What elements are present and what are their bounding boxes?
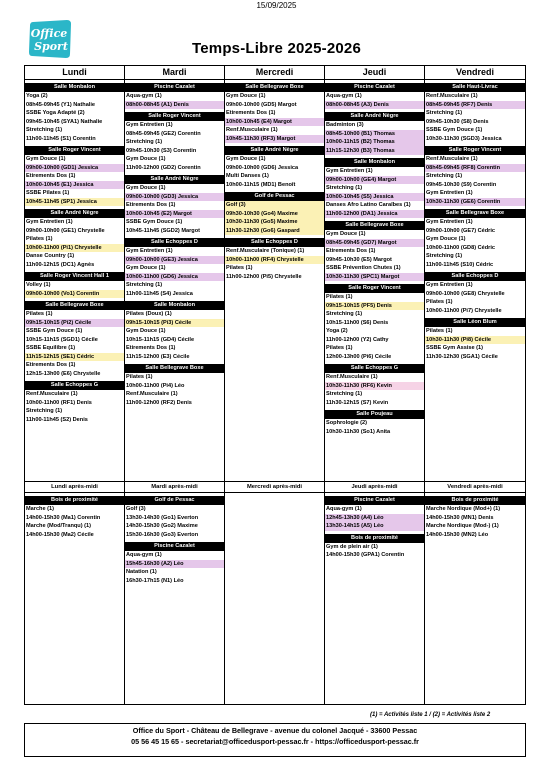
venue-section — [425, 83, 525, 143]
day-column-lundi — [25, 66, 125, 704]
venue-header: Salle Bellegrave Boxe — [325, 221, 424, 230]
venue-header: Salle André Nègre — [125, 175, 224, 184]
activity-line: 11h15-12h00 (E3) Cécile — [126, 353, 190, 360]
activity-line: 13h30-14h30 (Go1) Everton — [126, 514, 199, 521]
activity-line: Golf (3) — [126, 506, 146, 512]
day-column-jeudi — [325, 66, 425, 704]
activity-line: Renf.Musculaire (1) — [326, 374, 378, 380]
venue-header: Piscine Cazalet — [325, 83, 424, 92]
activity-line: 10h15-11h15 (SGD1) Cécile — [26, 336, 98, 343]
venue-section — [325, 284, 424, 361]
activity-line: 11h00-12h15 (DC1) Agnès — [26, 261, 95, 268]
afternoon-header: Mardi après-midi — [125, 482, 224, 493]
activity-line: Renf.Musculaire (1) — [126, 391, 178, 397]
activity-line: Marche Nordique (Mod+) (1) — [426, 506, 501, 512]
afternoon-block — [125, 482, 224, 585]
venue-header: Salle Roger Vincent Hall 1 — [25, 272, 124, 281]
venue-section — [125, 112, 224, 172]
activity-line: 11h00-11h45 (S10) Cédric — [426, 261, 494, 268]
venue-section — [25, 272, 124, 298]
venue-section — [125, 301, 224, 361]
footer-address: Office du Sport - Château de Bellegrave - avenue du colonel Jacqué - 33600 Pessac — [132, 726, 418, 735]
activity-line: Pilates (1) — [26, 311, 53, 317]
activity-line: 11h00-12h00 (RF2) Denis — [126, 399, 192, 406]
activity-line: SSBE Prévention Chutes (1) — [326, 265, 401, 271]
activity-line: Marche Nordique (Mod-) (1) — [426, 523, 499, 529]
venue-header: Bois de proximité — [425, 496, 525, 505]
venue-section — [25, 209, 124, 269]
activity-line: Gym de plein air (1) — [326, 543, 378, 550]
activity-line: Pilates (1) — [426, 299, 453, 305]
activity-line: Volley (1) — [26, 282, 51, 288]
venue-section — [325, 112, 424, 155]
activity-line: Renf.Musculaire (1) — [426, 93, 478, 99]
activity-line: Multi Danses (1) — [226, 173, 269, 179]
activity-line: Etirements Dos (1) — [126, 345, 176, 351]
activity-line: 11h00-12h00 (Pi5) Chrystelle — [226, 273, 302, 280]
activity-line: Sophrologie (2) — [326, 420, 368, 426]
venue-header: Piscine Cazalet — [125, 542, 224, 551]
activity-line: Pilates (1) — [326, 294, 353, 300]
activity-line: Gym Douce (1) — [26, 156, 66, 162]
venue-header: Bois de proximité — [325, 534, 424, 543]
list-legend-note: (1) = Activités liste 1 / (2) = Activités liste 2 — [370, 712, 491, 718]
activity-line: SSBE Pilates (1) — [26, 190, 70, 196]
activity-line: Gym Douce (1) — [326, 231, 366, 237]
venue-section — [125, 175, 224, 235]
activity-line: 10h00-10h45 (E4) Margot — [225, 118, 324, 127]
activity-line: 10h45-11h45 (SP1) Jessica — [25, 198, 124, 207]
activity-line: Pilates (1) — [26, 236, 53, 242]
activity-line: Etirements Dos (1) — [326, 248, 376, 254]
activity-line: 08h45-09h45 (Y1) Nathalie — [26, 101, 96, 108]
activity-line: Gym Douce (1) — [126, 328, 166, 334]
activity-line: Renf.Musculaire (1) — [426, 156, 478, 162]
day-header: Lundi — [25, 66, 124, 80]
activity-line: Natation (1) — [126, 569, 157, 575]
activity-line: Stretching (1) — [26, 127, 63, 133]
activity-line: 13h30-14h15 (A5) Léo — [325, 522, 424, 531]
activity-line: 09h30-10h30 (Go4) Maxime — [225, 210, 324, 219]
afternoon-block — [325, 482, 424, 560]
activity-line: Stretching (1) — [326, 311, 363, 317]
activity-line: 10h00-11h15 (MD1) Benoît — [226, 181, 296, 188]
venue-header: Salle André Nègre — [225, 146, 324, 155]
logo-line2: Sport — [34, 40, 68, 53]
venue-section — [425, 209, 525, 269]
afternoon-block — [425, 482, 525, 539]
activity-line: Aqua-gym (1) — [126, 552, 162, 558]
afternoon-header: Jeudi après-midi — [325, 482, 424, 493]
activity-line: 10h30-11h30 (RF6) Kevin — [325, 382, 424, 391]
activity-line: Gym Entretien (1) — [426, 190, 473, 196]
activity-line: Gym Entretien (1) — [426, 282, 473, 288]
activity-line: 10h00-10h45 (E2) Margot — [125, 210, 224, 219]
activity-line: 08h45-09h45 (RF7) Denis — [425, 101, 525, 110]
activity-line: 10h00-11h00 (Pi4) Léo — [126, 382, 185, 389]
venue-section — [225, 238, 324, 281]
activity-line: 10h45-11h30 (RF3) Margot — [225, 135, 324, 144]
activity-line: 10h00-10h45 (E1) Jessica — [25, 181, 124, 190]
venue-header: Salle Bellegrave Boxe — [425, 209, 525, 218]
activity-line: SSBE Gym Douce (1) — [26, 328, 83, 334]
activity-line: Danse Country (1) — [26, 253, 75, 259]
activity-line: SSBE Gym Assise (1) — [426, 345, 483, 351]
activity-line: 10h45-11h45 (SGD2) Margot — [126, 227, 200, 234]
activity-line: 10h15-11h00 (S6) Denis — [326, 319, 389, 326]
activity-line: Etirements Dos (1) — [26, 362, 76, 368]
activity-line: 14h00-15h30 (GPA1) Corentin — [326, 552, 405, 558]
activity-line: Stretching (1) — [126, 139, 163, 145]
venue-header: Salle Roger Vincent — [425, 146, 525, 155]
activity-line: Gym Douce (1) — [126, 185, 166, 191]
activity-line: 10h30-11h30 (SPC1) Margot — [325, 273, 424, 282]
activity-line: 10h00-11h00 (GD6) Jessica — [125, 273, 224, 282]
venue-header: Piscine Cazalet — [325, 496, 424, 505]
activity-line: 14h00-15h30 (Ma1) Corentin — [26, 514, 101, 521]
venue-section — [325, 83, 424, 109]
venue-section — [125, 83, 224, 109]
activity-line: 09h00-10h00 (GD3) Jessica — [125, 193, 224, 202]
venue-section — [325, 496, 424, 531]
venue-header: Salle Roger Vincent — [25, 146, 124, 155]
activity-line: 14h00-15h30 (MN1) Denis — [426, 514, 494, 521]
activity-line: Stretching (1) — [426, 253, 463, 259]
activity-line: 10h00-11h00 (RF4) Chrystelle — [225, 256, 324, 265]
activity-line: 10h15-11h15 (GD4) Cécile — [126, 336, 195, 343]
venue-header: Salle André Nègre — [325, 112, 424, 121]
logo-line1: Office — [30, 27, 68, 40]
venue-section — [425, 146, 525, 206]
activity-line: Renf.Musculaire (1) — [26, 391, 78, 397]
activity-line: 10h30-11h30 (Go5) Maxime — [225, 218, 324, 227]
activity-line: 10h00-11h15 (B2) Thomas — [325, 138, 424, 147]
activity-line: 11h00-11h45 (S4) Jessica — [126, 290, 193, 297]
venue-header: Salle Poujeau — [325, 410, 424, 419]
activity-line: Aqua-gym (1) — [126, 93, 162, 99]
activity-line: Pilates (Doux) (1) — [126, 311, 172, 317]
activity-line: 09h00-10h00 (GE8) Chrystelle — [426, 290, 505, 297]
activity-line: Yoga (2) — [326, 328, 348, 334]
activity-line: 12h45-13h30 (A4) Léo — [325, 514, 424, 523]
morning-block — [325, 80, 424, 436]
activity-line: 09h45-10h30 (S8) Denis — [426, 118, 489, 125]
activity-line: 09h00-10h00 (GE1) Chrystelle — [26, 227, 105, 234]
venue-header: Salle Echoppes D — [425, 272, 525, 281]
venue-header: Salle Echoppes D — [225, 238, 324, 247]
activity-line: 09h15-10h15 (PF5) Denis — [325, 302, 424, 311]
activity-line: SSBE Equilibre (1) — [26, 345, 76, 351]
activity-line: Stretching (1) — [426, 173, 463, 179]
venue-section — [225, 192, 324, 235]
activity-line: Renf.Musculaire (Tonique) (1) — [226, 248, 305, 254]
venue-header: Golf de Pessac — [225, 192, 324, 201]
activity-line: 11h00-12h00 (DA1) Jessica — [325, 210, 424, 219]
activity-line: Danses Afro Latino Caraïbes (1) — [326, 202, 411, 208]
activity-line: 11h30-12h30 (SGA1) Cécile — [426, 353, 498, 360]
activity-line: Pilates (1) — [326, 345, 353, 351]
activity-line: 09h15-10h15 (Pi3) Cécile — [125, 319, 224, 328]
afternoon-header: Mercredi après-midi — [225, 482, 324, 493]
venue-header: Salle Echoppes G — [25, 381, 124, 390]
activity-line: 15h30-16h30 (Go3) Everton — [126, 531, 199, 538]
venue-section — [25, 83, 124, 143]
activity-line: 10h00-11h00 (Pi7) Chrystelle — [426, 307, 502, 314]
activity-line: 14h00-15h30 (MN2) Léo — [426, 531, 489, 538]
activity-line: Stretching (1) — [26, 408, 63, 414]
afternoon-header: Lundi après-midi — [25, 482, 124, 493]
activity-line: 11h00-11h45 (S2) Denis — [26, 416, 88, 423]
venue-section — [25, 496, 124, 539]
activity-line: SSBE Gym Douce (1) — [126, 219, 183, 225]
activity-line: Aqua-gym (1) — [326, 506, 362, 512]
activity-line: Golf (3) — [225, 201, 324, 210]
activity-line: 08h45-09h45 (GE2) Corentin — [126, 130, 201, 137]
activity-line: 09h45-10h45 (SYA1) Nathalie — [26, 118, 103, 125]
venue-header: Salle Echoppes D — [125, 238, 224, 247]
activity-line: 11h15-12h15 (SE1) Cédric — [25, 353, 124, 362]
afternoon-header: Vendredi après-midi — [425, 482, 525, 493]
activity-line: 14h30-15h30 (Go2) Maxime — [126, 523, 198, 529]
day-column-vendredi — [425, 66, 525, 704]
activity-line: Marche (Mod/Tranqu) (1) — [26, 523, 91, 529]
morning-block — [425, 80, 525, 361]
activity-line: Stretching (1) — [426, 110, 463, 116]
activity-line: 09h00-10h00 (GE7) Cédric — [426, 227, 496, 234]
activity-line: 09h00-10h00 (GD1) Jessica — [25, 164, 124, 173]
venue-header: Salle Echoppes G — [325, 364, 424, 373]
activity-line: 09h45-10h30 (S3) Corentin — [126, 147, 197, 154]
morning-block — [125, 80, 224, 407]
activity-line: Badminton (3) — [326, 122, 364, 128]
venue-header: Salle Haut-Livrac — [425, 83, 525, 92]
activity-line: Pilates (1) — [226, 265, 253, 271]
activity-line: Gym Douce (1) — [226, 156, 266, 162]
day-column-mardi — [125, 66, 225, 704]
activity-line: Gym Douce (1) — [126, 265, 166, 271]
venue-header: Golf de Pessac — [125, 496, 224, 505]
activity-line: Pilates (1) — [126, 374, 153, 380]
activity-line: 12h15-13h00 (E6) Chrystelle — [26, 370, 101, 377]
activity-line: 14h00-15h30 (Ma2) Cécile — [26, 531, 94, 538]
page-date: 15/09/2025 — [256, 1, 297, 10]
venue-section — [125, 238, 224, 298]
day-header: Mardi — [125, 66, 224, 80]
activity-line: 11h00-12h00 (GD2) Corentin — [126, 164, 201, 171]
footer-contact: 05 56 45 15 65 - secretariat@officedusport-pessac.fr - https://officedusport-pessac.fr — [131, 736, 419, 746]
activity-line: Gym Douce (1) — [426, 236, 466, 242]
activity-line: 09h15-10h15 (Pi2) Cécile — [25, 319, 124, 328]
activity-line: Pilates (1) — [426, 328, 453, 334]
venue-header: Piscine Cazalet — [125, 83, 224, 92]
morning-block — [225, 80, 324, 281]
venue-section — [25, 381, 124, 424]
activity-line: 10h30-11h30 (Pi8) Cécile — [425, 336, 525, 345]
activity-line: Aqua-gym (1) — [326, 93, 362, 99]
activity-line: Marche (1) — [26, 506, 54, 512]
activity-line: 09h00-10h00 (GE3) Jessica — [125, 256, 224, 265]
day-header: Mercredi — [225, 66, 324, 80]
activity-line: 09h00-10h00 (GD6) Jessica — [226, 164, 299, 171]
activity-line: 10h00-11h00 (RF1) Denis — [26, 399, 92, 406]
activity-line: 12h00-13h00 (Pi6) Cécile — [326, 353, 392, 360]
activity-line: Gym Entretien (1) — [326, 168, 373, 174]
activity-line: 11h30-12h15 (S7) Kevin — [326, 399, 389, 406]
activity-line: 10h30-11h30 (GE6) Corentin — [425, 198, 525, 207]
venue-section — [125, 364, 224, 407]
activity-line: SSBE Gym Douce (1) — [426, 127, 483, 133]
activity-line: 09h00-10h00 (GE4) Margot — [325, 176, 424, 185]
activity-line: 11h00-12h00 (Y2) Cathy — [326, 336, 389, 343]
activity-line: Stretching (1) — [126, 282, 163, 288]
activity-line: Stretching (1) — [326, 391, 363, 397]
activity-line: Gym Entretien (1) — [126, 122, 173, 128]
activity-line: Etirements Dos (1) — [126, 202, 176, 208]
activity-line: Renf.Musculaire (1) — [226, 127, 278, 133]
venue-section — [25, 146, 124, 206]
activity-line: Etirements Dos (1) — [26, 173, 76, 179]
activity-line: 10h00-11h00 (GD8) Cédric — [426, 244, 496, 251]
venue-header: Salle Bellegrave Boxe — [125, 364, 224, 373]
activity-line: Gym Douce (1) — [226, 93, 266, 99]
activity-line: 08h45-10h00 (B1) Thomas — [325, 130, 424, 139]
activity-line: 11h30-12h30 (Go6) Gaspard — [225, 227, 324, 236]
venue-header: Salle Léon Blum — [425, 318, 525, 327]
venue-section — [425, 496, 525, 539]
activity-line: 10h30-11h30 (So1) Anita — [326, 428, 391, 435]
activity-line: 15h45-16h30 (A2) Léo — [125, 560, 224, 569]
activity-line: 09h00-10h00 (Vo1) Corentin — [25, 290, 124, 299]
afternoon-block — [225, 482, 324, 493]
venue-section — [325, 221, 424, 281]
venue-header: Salle Roger Vincent — [125, 112, 224, 121]
venue-header: Salle Roger Vincent — [325, 284, 424, 293]
activity-line: 09h00-10h00 (GD5) Margot — [226, 101, 297, 108]
venue-header: Salle Monbalon — [25, 83, 124, 92]
afternoon-block — [25, 482, 124, 539]
venue-header: Bois de proximité — [25, 496, 124, 505]
activity-line: 11h00-11h45 (S1) Corentin — [26, 135, 96, 142]
morning-block — [25, 80, 124, 424]
activity-line: 09h45-10h30 (E5) Margot — [326, 256, 392, 263]
venue-section — [25, 301, 124, 378]
venue-section — [325, 158, 424, 218]
day-header: Jeudi — [325, 66, 424, 80]
activity-line: 09h45-10h30 (S9) Corentin — [426, 181, 497, 188]
activity-line: 16h30-17h15 (N1) Léo — [126, 577, 184, 584]
venue-section — [425, 318, 525, 361]
day-header: Vendredi — [425, 66, 525, 80]
activity-line: 10h30-11h30 (SGD3) Jessica — [426, 135, 502, 142]
activity-line: 08h45-09h45 (RF8) Corentin — [425, 164, 525, 173]
venue-section — [425, 272, 525, 315]
activity-line: 08h00-08h45 (A1) Denis — [125, 101, 224, 110]
activity-line: 10h00-11h00 (Pi1) Chrystelle — [25, 244, 124, 253]
activity-line: 10h00-10h45 (S5) Jessica — [325, 193, 424, 202]
venue-section — [325, 410, 424, 436]
venue-section — [125, 542, 224, 585]
venue-header: Salle Bellegrave Boxe — [25, 301, 124, 310]
activity-line: Gym Entretien (1) — [126, 248, 173, 254]
activity-line: Etirements Dos (1) — [226, 110, 276, 116]
venue-header: Salle André Nègre — [25, 209, 124, 218]
footer — [24, 723, 526, 757]
venue-section — [225, 83, 324, 143]
venue-header: Salle Monbalon — [325, 158, 424, 167]
activity-line: 11h15-12h30 (B3) Thomas — [325, 147, 424, 156]
activity-line: Gym Douce (1) — [126, 156, 166, 162]
venue-header: Salle Bellegrave Boxe — [225, 83, 324, 92]
activity-line: Gym Entretien (1) — [26, 219, 73, 225]
venue-section — [225, 146, 324, 189]
venue-section — [325, 534, 424, 560]
page-title: Temps-Libre 2025-2026 — [191, 40, 361, 57]
activity-line: 08h00-08h45 (A3) Denis — [325, 101, 424, 110]
activity-line: SSBE Yoga Adapté (2) — [26, 110, 85, 116]
venue-header: Salle Monbalon — [125, 301, 224, 310]
venue-section — [325, 364, 424, 407]
activity-line: 08h45-09h45 (GD7) Margot — [325, 239, 424, 248]
schedule-grid — [24, 65, 526, 705]
activity-line: Yoga (2) — [26, 93, 48, 99]
activity-line: Stretching (1) — [326, 185, 363, 191]
activity-line: Gym Entretien (1) — [426, 219, 473, 225]
venue-section — [125, 496, 224, 539]
day-column-mercredi — [225, 66, 325, 704]
